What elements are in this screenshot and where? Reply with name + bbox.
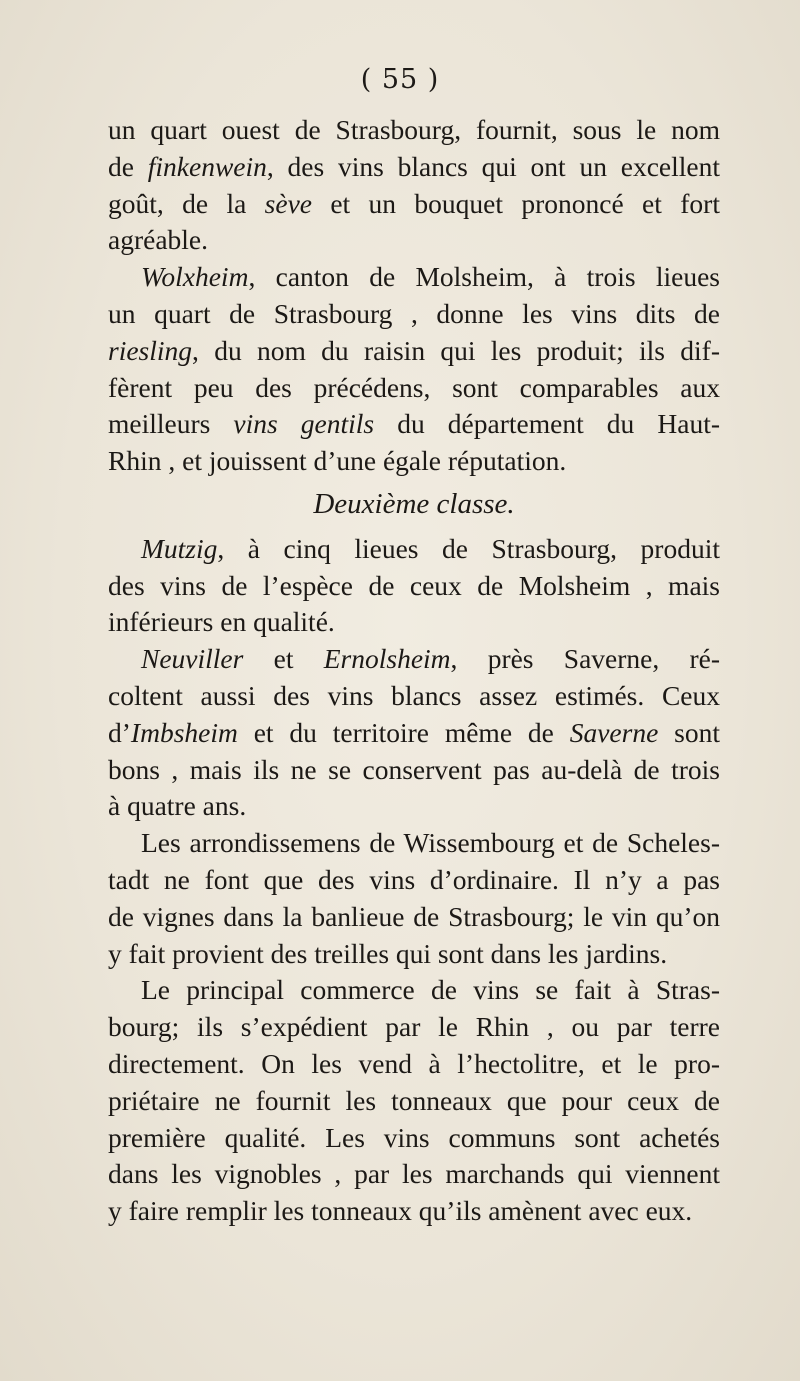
text-line: priétaire ne fournit les tonneaux que pour ceux de: [108, 1084, 720, 1116]
text-line: bourg; ils s’expédient par le Rhin , ou par terre: [108, 1011, 720, 1043]
text-fragment: et: [243, 643, 324, 675]
text-line: y faire remplir les tonneaux qu’ils amènent avec eux.: [108, 1195, 693, 1227]
text-line: [108, 531, 720, 568]
text-line: agréable.: [108, 224, 208, 256]
text-line: Rhin , et jouissent d’une égale réputation.: [108, 445, 567, 477]
text-line: [108, 149, 720, 186]
text-fragment: meilleurs: [108, 408, 234, 440]
text-fragment: de: [108, 150, 148, 182]
italic-term: Wolxheim: [141, 261, 249, 293]
text-line: [108, 715, 720, 752]
text-fragment: et un bouquet prononcé et fort: [311, 187, 720, 219]
text-line: [108, 333, 720, 370]
text-fragment: sont: [658, 716, 720, 748]
text-line: première qualité. Les vins communs sont achetés: [108, 1121, 720, 1153]
paragraph-finkenwein: [108, 112, 720, 259]
text-fragment: , des vins blancs qui ont un excellent: [266, 150, 720, 182]
text-line: un quart ouest de Strasbourg, fournit, sous le nom: [108, 114, 720, 145]
italic-term: Ernolsheim: [323, 643, 451, 675]
paragraph-wolxheim: [108, 259, 720, 480]
italic-term: finkenwein: [147, 150, 267, 182]
text-line: bons , mais ils ne se conservent pas au-delà de trois: [108, 753, 720, 785]
text-fragment: du département du Haut-: [374, 408, 720, 440]
text-fragment: , canton de Molsheim, à trois lieues: [248, 261, 720, 293]
text-line: directement. On les vend à l’hectolitre, et le pro-: [108, 1047, 720, 1079]
text-line: Les arrondissemens de Wissembourg et de Scheles-: [141, 827, 720, 859]
text-line: [108, 406, 720, 443]
body-text: [108, 112, 720, 1230]
text-line: dans les vignobles , par les marchands qui viennent: [108, 1158, 720, 1190]
text-line: tadt ne font que des vins d’ordinaire. Il n’y a pas: [108, 863, 720, 895]
text-line: y fait provient des treilles qui sont dans les jardins.: [108, 937, 668, 969]
text-line: de vignes dans la banlieue de Strasbourg; le vin qu’on: [108, 900, 720, 932]
paragraph-arrondissemens: [108, 825, 720, 972]
text-line: un quart de Strasbourg , donne les vins dits de: [108, 297, 720, 329]
italic-term: riesling: [108, 334, 193, 366]
text-line: des vins de l’espèce de ceux de Molsheim , mais: [108, 569, 720, 601]
text-fragment: goût, de la: [108, 187, 265, 219]
text-line: à quatre ans.: [108, 790, 247, 822]
italic-term: Mutzig: [141, 532, 218, 564]
section-heading: Deuxième classe.: [313, 487, 515, 520]
text-fragment: , près Saverne, ré-: [450, 643, 720, 675]
paragraph-mutzig: [108, 531, 720, 641]
text-fragment: d’: [108, 716, 131, 748]
text-line: [108, 259, 720, 296]
text-line: [108, 186, 720, 223]
text-fragment: , du nom du raisin qui les produit; ils dif-: [192, 334, 720, 366]
text-fragment: , à cinq lieues de Strasbourg, produit: [217, 532, 720, 564]
italic-term: Saverne: [569, 716, 659, 748]
paragraph-commerce: [108, 972, 720, 1230]
text-line: inférieurs en qualité.: [108, 606, 335, 638]
italic-term: sève: [264, 187, 312, 219]
text-line: fèrent peu des précédens, sont comparables aux: [108, 371, 720, 403]
text-fragment: et du territoire même de: [237, 716, 570, 748]
italic-term: Neuviller: [141, 643, 244, 675]
text-line: [108, 641, 720, 678]
text-line: Le principal commerce de vins se fait à Stras-: [141, 974, 720, 1006]
italic-term: Imbsheim: [130, 716, 238, 748]
italic-term: vins gentils: [233, 408, 375, 440]
page-number: ( 55 ): [360, 64, 440, 95]
paragraph-neuviller: [108, 641, 720, 825]
text-line: coltent aussi des vins blancs assez estimés. Ceux: [108, 679, 720, 711]
